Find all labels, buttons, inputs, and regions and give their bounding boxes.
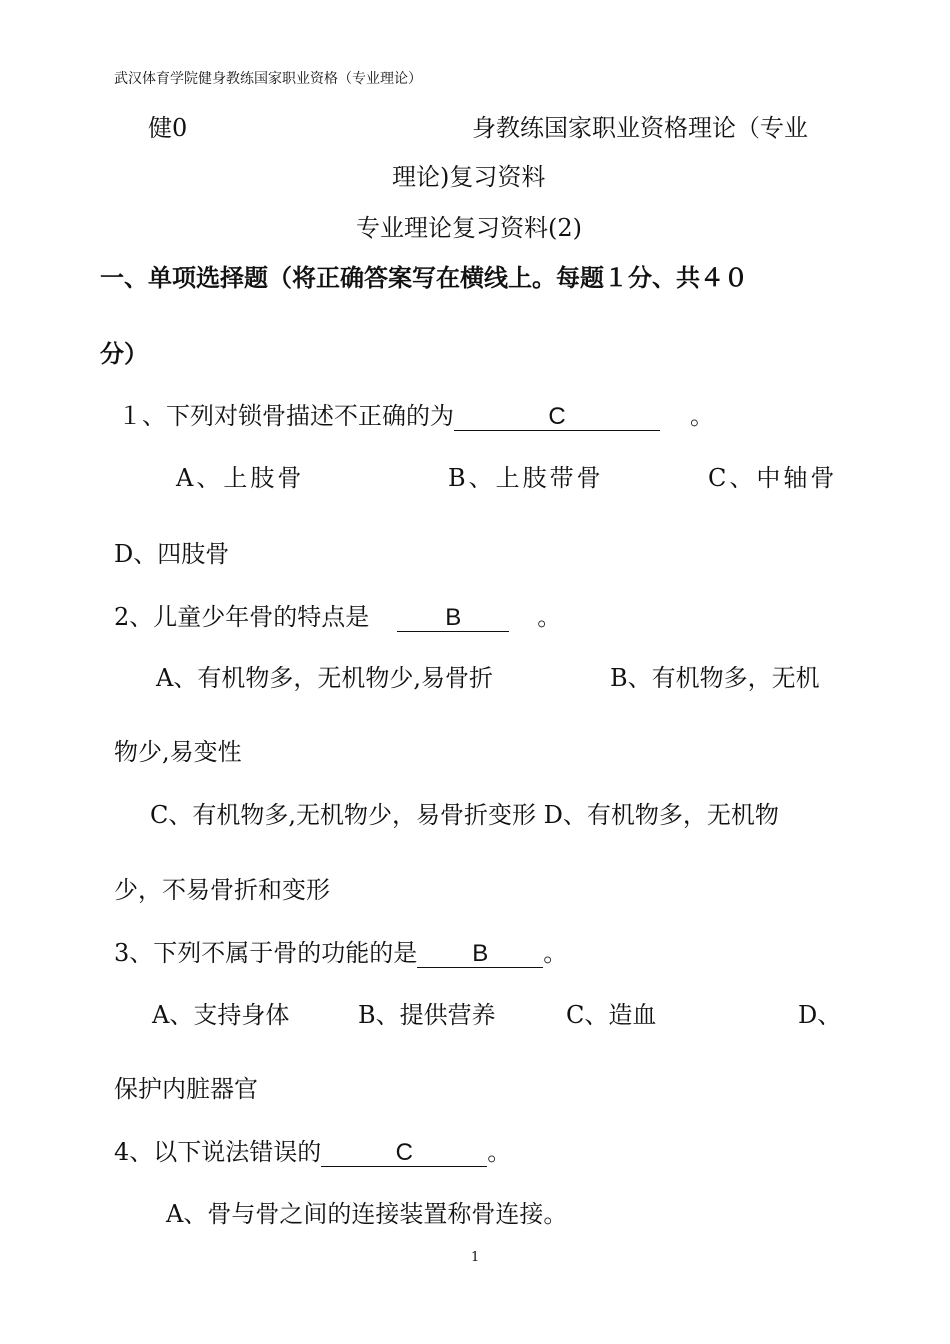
title-left: 健0: [148, 114, 188, 142]
option-a: A、骨与骨之间的连接装置称骨连接。: [166, 1200, 568, 1228]
answer-blank: B: [397, 605, 509, 632]
option-a: A、有机物多，无机物少,易骨折: [156, 664, 493, 692]
section-heading-cont: 分）: [100, 339, 148, 368]
answer-blank: B: [417, 941, 543, 968]
running-header: 武汉体育学院健身教练国家职业资格（专业理论）: [114, 71, 422, 87]
question-stem: １、下列对锁骨描述不正确的为: [118, 402, 454, 430]
option-d-cont: 少，不易骨折和变形: [114, 876, 330, 904]
question-stem: 3、下列不属于骨的功能的是: [114, 939, 418, 967]
question-end: 。: [543, 939, 568, 967]
title-right: 身教练国家职业资格理论（专业: [472, 114, 808, 142]
question-end: 。: [690, 402, 714, 430]
question-end: 。: [537, 603, 562, 631]
question-end: 。: [487, 1138, 512, 1166]
option-b: B、上肢带骨: [448, 464, 604, 492]
subtitle: 专业理论复习资料(2): [356, 214, 582, 242]
question-2: [114, 597, 561, 632]
option-a: A、上肢骨: [176, 464, 305, 492]
answer-blank: C: [321, 1140, 487, 1167]
title-line2: 理论)复习资料: [392, 163, 546, 191]
option-c-d: C、有机物多,无机物少，易骨折变形 D、有机物多，无机物: [150, 801, 779, 829]
option-b: B、有机物多，无机: [610, 664, 820, 692]
option-a: A、支持身体: [152, 1001, 290, 1029]
option-c: C、中轴骨: [708, 464, 838, 492]
section-heading: 一、单项选择题（将正确答案写在横线上。每题１分、共４０: [100, 263, 748, 292]
question-4: [114, 1132, 511, 1167]
question-1: [118, 396, 714, 431]
option-c: C、造血: [566, 1001, 657, 1029]
option-d-cont: 保护内脏器官: [114, 1075, 258, 1103]
answer-blank: C: [454, 404, 660, 431]
question-stem: 2、儿童少年骨的特点是: [114, 603, 370, 631]
option-d: D、四肢骨: [114, 540, 230, 568]
page-number: 1: [471, 1250, 480, 1265]
question-stem: 4、以下说法错误的: [114, 1138, 322, 1166]
option-d: D、: [798, 1001, 842, 1029]
option-b: B、提供营养: [358, 1001, 496, 1029]
question-3: [114, 933, 567, 968]
option-b-cont: 物少,易变性: [114, 738, 242, 766]
